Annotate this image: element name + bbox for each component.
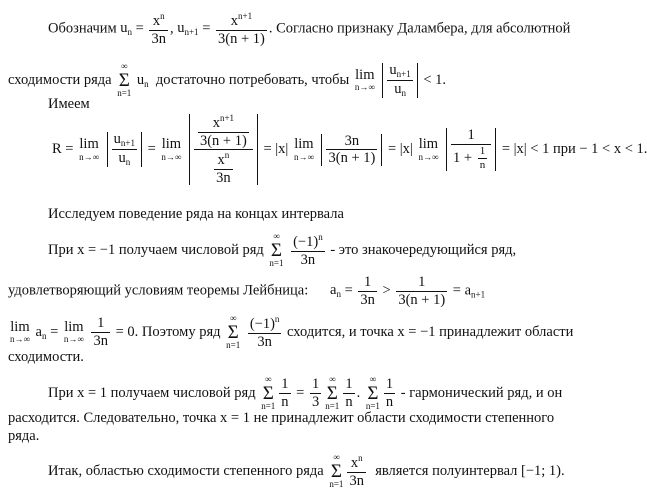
sigma-10b: Σ <box>326 382 338 404</box>
one-plus: 1 + <box>453 149 473 166</box>
a8: a <box>35 323 42 340</box>
frac8b-den: 3n <box>257 333 272 350</box>
frac6-den: 3n <box>300 251 316 268</box>
sum-symbol <box>117 62 131 99</box>
line2-tail: < 1. <box>423 71 447 88</box>
abs-ratio <box>382 63 417 98</box>
sum10a-bottom: n=1 <box>261 400 276 411</box>
inner-bottom <box>214 151 233 185</box>
line-1: Обозначим $u_n$ = $\frac{x^n}{3n}$ , $u_{n+1}$ = $\frac{x^{n+1}}{3(n + 1)}$ . Согласно признаку Даламбера, для абсолютной <box>48 11 571 47</box>
line-3 <box>48 97 90 112</box>
abs-3 <box>321 134 382 166</box>
lim-3 <box>294 137 314 163</box>
frac-13 <box>347 454 366 488</box>
sum-10a <box>261 375 275 412</box>
eq-2: = <box>263 140 272 157</box>
exp-2: n+1 <box>238 11 253 21</box>
line7-text1: удовлетворяющий условиям теоремы Лейбница: <box>8 282 309 299</box>
eq-10: = <box>296 384 305 401</box>
fraction-xn-over-3n <box>149 12 168 46</box>
frac-3n-den: 3(n + 1) <box>328 150 376 166</box>
sum10a-top: ∞ <box>265 374 272 384</box>
sum10c-top: ∞ <box>369 374 377 384</box>
frac-10c <box>343 377 354 409</box>
line13-text1: Итак, областью сходимости степенного ряда <box>48 462 324 479</box>
line9-text: сходимости. <box>8 349 84 365</box>
x4: x <box>217 152 225 168</box>
lim-word-1: lim <box>79 135 99 152</box>
n-subscript: n <box>127 27 133 38</box>
sum-bottom: n=1 <box>117 87 132 98</box>
abs-2 <box>189 114 258 185</box>
u-n: $u_n$ <box>120 20 133 38</box>
lim-sub-3: n→∞ <box>293 151 314 162</box>
frac8a-num: 1 <box>91 316 110 333</box>
lim-4 <box>418 137 438 163</box>
line2-text2: достаточно потребовать, чтобы <box>155 71 350 88</box>
term-sub: n <box>144 78 149 89</box>
line8-text1: = 0. Поэтому ряд <box>115 323 221 340</box>
sigma-10a: Σ <box>262 382 274 404</box>
x2: x <box>230 13 238 29</box>
un1-b: u <box>113 131 121 147</box>
lim8b-word: lim <box>64 318 84 335</box>
ratio-num <box>387 63 412 81</box>
line-13 <box>48 453 565 490</box>
a-sub: n <box>336 289 341 300</box>
line-11 <box>8 411 554 426</box>
ratio-1-num <box>112 132 137 150</box>
lim-sub-2: n→∞ <box>161 151 182 162</box>
un1-sub-b: n+1 <box>120 138 135 148</box>
frac6-exp: n <box>318 232 323 243</box>
lim-8b <box>64 320 84 346</box>
dot-10: . <box>356 384 361 401</box>
frac13-num <box>347 454 366 473</box>
line1-label: Обозначим <box>48 20 117 37</box>
frac10d-den: n <box>385 393 394 410</box>
line7-tail: = a <box>452 282 472 299</box>
lim-8a <box>10 320 30 346</box>
frac13-den: 3n <box>349 472 364 489</box>
line-9 <box>8 350 84 365</box>
frac10b-num: 1 <box>311 376 320 393</box>
frac-num-2 <box>216 12 267 31</box>
sum-top: ∞ <box>121 61 128 71</box>
line5-text: Исследуем поведение ряда на концах интервала <box>48 206 344 222</box>
big-frac-den <box>194 150 253 185</box>
line10-text1: При x = 1 получаем числовой ряд <box>48 384 256 401</box>
line1-text: . Согласно признаку Даламбера, для абсолютной <box>268 20 571 37</box>
ratio-1 <box>112 132 137 167</box>
lim-sub-1: n→∞ <box>79 151 100 162</box>
sigma-8: Σ <box>227 321 239 343</box>
sum-10c <box>366 375 380 412</box>
x: x <box>152 13 161 29</box>
inner-bottom-num <box>214 151 233 170</box>
line2-text1: сходимости ряда <box>8 71 112 88</box>
ratio <box>387 63 412 98</box>
line6-text2: - это знакочередующийся ряд, <box>330 241 517 258</box>
frac8a-den: 3n <box>93 332 108 349</box>
eq-1: = <box>147 140 156 157</box>
lim-1 <box>79 137 99 163</box>
minus-one: (−1) <box>293 234 319 251</box>
frac-num <box>149 12 168 31</box>
frac7a-num: 1 <box>358 275 377 292</box>
u-term <box>137 72 149 88</box>
line6-text1: При x = −1 получаем числовой ряд <box>48 241 264 258</box>
eq-3: = <box>387 140 397 157</box>
abs-4 <box>446 128 496 171</box>
sum6-bottom: n=1 <box>269 257 284 268</box>
sum6-top: ∞ <box>273 231 280 241</box>
frac6-num <box>291 233 325 252</box>
minus-one-8: (−1) <box>249 316 275 333</box>
R: R = <box>52 140 74 157</box>
exp-4: n <box>224 150 230 160</box>
frac-den-2: 3(n + 1) <box>218 30 265 47</box>
sigma: Σ <box>118 69 130 91</box>
abs-x-1: |x| <box>275 140 289 157</box>
frac10c-num: 1 <box>345 376 353 393</box>
frac10a-num: 1 <box>281 376 289 393</box>
un-sub-b: n <box>125 157 131 167</box>
un-b: u <box>118 150 126 166</box>
sum-6 <box>269 232 283 269</box>
frac-den: 3n <box>151 30 166 47</box>
frac-7a <box>358 275 377 307</box>
frac10d-num: 1 <box>385 376 394 393</box>
frac-7b <box>396 275 447 307</box>
frac-1-n <box>478 146 488 171</box>
frac-1-den <box>451 145 491 171</box>
sigma-13: Σ <box>330 460 342 482</box>
frac10b-den: 3 <box>311 393 320 410</box>
n1-subscript: n+1 <box>184 27 199 38</box>
a-n-8 <box>36 324 47 340</box>
frac-10a <box>279 377 290 409</box>
frac-3n-num: 3n <box>326 134 377 151</box>
sum8-top: ∞ <box>229 313 237 323</box>
un: u <box>394 80 402 97</box>
big-frac <box>194 114 253 185</box>
line4-tail: = |x| < 1 при − 1 < x < 1. <box>501 140 647 157</box>
line3-text: Имеем <box>48 96 90 112</box>
lim-word-4: lim <box>418 135 439 152</box>
a8-sub: n <box>41 330 47 341</box>
un-sub: n <box>401 87 406 98</box>
a: a <box>330 282 337 299</box>
line8-text2: сходится, и точка x = −1 принадлежит области <box>287 323 574 340</box>
frac7a-den: 3n <box>360 291 375 308</box>
inner-top-den: 3(n + 1) <box>199 132 247 149</box>
x3: x <box>212 115 220 131</box>
gt: > <box>382 282 391 299</box>
ratio-1-den <box>112 150 137 167</box>
frac-3n <box>326 134 377 166</box>
line-5 <box>48 207 344 222</box>
lim8a-word: lim <box>10 318 30 335</box>
frac-10b <box>310 377 321 409</box>
line-2 <box>8 62 446 99</box>
lim-word: lim <box>355 66 375 83</box>
frac-8a <box>91 316 110 348</box>
ratio-den <box>387 81 412 98</box>
frac-6 <box>291 233 325 267</box>
abs-1 <box>107 132 142 167</box>
eq-7: = <box>344 282 353 299</box>
frac7b-den: 3(n + 1) <box>398 291 446 308</box>
frac-1-n-num: 1 <box>479 144 486 157</box>
sum8-bottom: n=1 <box>226 339 241 350</box>
u-n1: $u_{n+1}$ <box>177 20 199 38</box>
lim <box>355 68 375 94</box>
frac-8b <box>248 315 282 349</box>
line-6 <box>48 232 592 269</box>
line11-text: расходится. Следовательно, точка x = 1 не принадлежит области сходимости степенного <box>8 410 555 426</box>
equals: = <box>135 20 144 37</box>
lim-2 <box>161 137 181 163</box>
frac-1-n-den: n <box>479 158 486 171</box>
line12-text: ряда. <box>8 428 40 444</box>
line-8 <box>8 314 573 351</box>
sum-13 <box>329 453 343 490</box>
eq-8: = <box>50 323 59 340</box>
exp: n <box>160 11 165 21</box>
frac13-exp: n <box>358 453 363 464</box>
sum13-top: ∞ <box>333 452 340 462</box>
line13-text2: является полуинтервал [−1; 1). <box>375 462 565 479</box>
inner-top-num <box>198 114 249 133</box>
term: u <box>136 71 145 88</box>
inner-bottom-den: 3n <box>216 169 231 186</box>
line-4 <box>52 114 647 185</box>
exp-3: n+1 <box>219 113 235 123</box>
inner-top <box>198 114 249 148</box>
un1: u <box>389 61 397 78</box>
sigma-10c: Σ <box>367 382 379 404</box>
line7-tail-sub: n+1 <box>471 289 486 300</box>
lim8b-sub: n→∞ <box>63 334 84 345</box>
fraction-xn1-over-3n1 <box>216 12 267 46</box>
big-frac-num <box>194 114 253 150</box>
lim-word-3: lim <box>294 135 314 152</box>
frac-10d <box>384 377 395 409</box>
sum-8 <box>226 314 240 351</box>
line-7 <box>8 275 485 307</box>
un1-sub: n+1 <box>396 68 411 79</box>
line-10 <box>48 375 562 412</box>
a-n <box>330 282 341 298</box>
frac10c-den: n <box>345 393 353 410</box>
line-12 <box>8 429 39 444</box>
frac-1-over <box>451 128 491 171</box>
frac8b-exp: n <box>274 314 280 325</box>
frac10a-den: n <box>281 393 289 410</box>
x13: x <box>350 455 359 472</box>
sum13-bottom: n=1 <box>329 478 344 489</box>
lim-sub-4: n→∞ <box>418 151 439 162</box>
frac7b-num: 1 <box>396 275 447 292</box>
lim8a-sub: n→∞ <box>10 334 30 345</box>
lim-word-2: lim <box>161 135 182 152</box>
sum10b-top: ∞ <box>329 374 336 384</box>
sum10b-bottom: n=1 <box>325 400 340 411</box>
sigma-6: Σ <box>270 239 282 261</box>
lim-sub: n→∞ <box>354 82 375 93</box>
sum10c-bottom: n=1 <box>365 400 380 411</box>
sum-10b <box>325 375 339 412</box>
abs-x-2: |x| <box>399 140 413 157</box>
frac8b-num <box>248 315 282 334</box>
equals-2: = <box>202 20 211 37</box>
line10-text2: - гармонический ряд, и он <box>400 384 563 401</box>
frac-1-num: 1 <box>451 128 491 145</box>
